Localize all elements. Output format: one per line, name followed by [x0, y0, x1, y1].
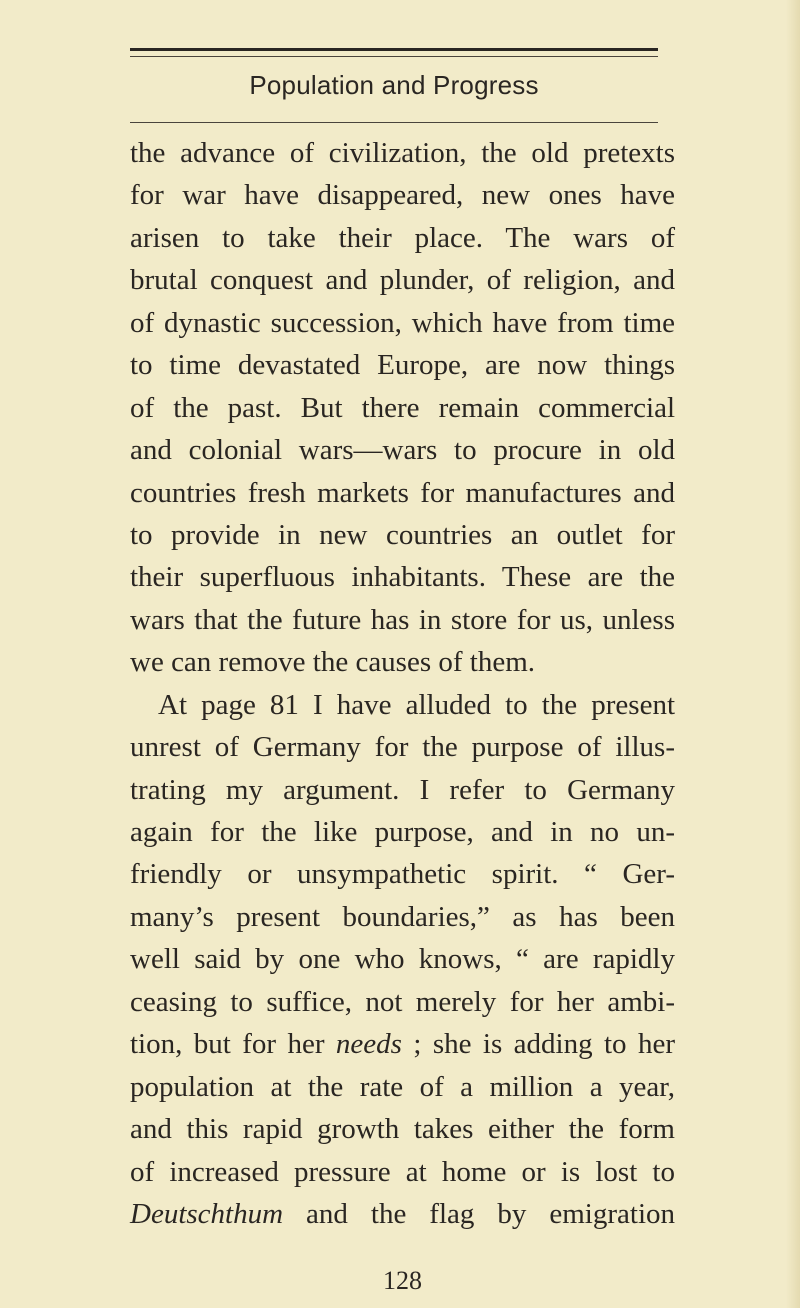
text-line: and this rapid growth takes either the form [130, 1113, 675, 1146]
text-line: we can remove the causes of them. [130, 646, 536, 679]
header-rule-bottom [130, 122, 658, 123]
text-line: again for the like purpose, and in no un- [130, 816, 675, 848]
text-line [130, 1023, 675, 1065]
italic-word: needs [335, 1028, 402, 1061]
text-line: countries fresh markets for manufactures and [130, 476, 675, 509]
text-segment: tion, but for her [130, 1028, 336, 1061]
text-line: brutal conquest and plunder, of religion, and [130, 264, 675, 297]
text-line: to time devastated Europe, are now things [130, 349, 675, 382]
header-rule-thin [130, 56, 658, 57]
page-number: 128 [383, 1266, 422, 1295]
page-edge-shadow [786, 0, 800, 1308]
text-line: and colonial wars—wars to procure in old [130, 434, 675, 467]
italic-word: Deutschthum [130, 1197, 284, 1230]
text-line: to provide in new countries an outlet for [130, 518, 675, 551]
text-line: population at the rate of a million a year, [130, 1070, 675, 1103]
running-title: Population and Progress [249, 70, 539, 100]
text-line [130, 1193, 675, 1235]
text-line: well said by one who knows, “ are rapidly [130, 943, 675, 976]
text-line: At page 81 I have alluded to the present [158, 688, 675, 721]
body-text [130, 132, 675, 1235]
text-line: of the past. But there remain commercial [130, 391, 675, 424]
text-line: unrest of Germany for the purpose of illus- [130, 731, 675, 764]
text-line: friendly or unsympathetic spirit. “ Ger- [130, 858, 675, 891]
header-rule-thick [130, 48, 658, 51]
text-line: for war have disappeared, new ones have [130, 179, 675, 212]
text-line: trating my argument. I refer to Germany [130, 773, 675, 806]
text-line: their superfluous inhabitants. These are the [130, 561, 675, 594]
text-segment: ; she is adding to her [401, 1028, 675, 1061]
text-line: wars that the future has in store for us, unless [130, 603, 675, 636]
text-line: the advance of civilization, the old pretexts [130, 137, 675, 169]
text-line: ceasing to suffice, not merely for her ambi- [130, 985, 675, 1018]
text-line: of dynastic succession, which have from time [130, 306, 675, 339]
text-line: of increased pressure at home or is lost to [130, 1155, 675, 1188]
text-segment: and the flag by emigration [283, 1197, 675, 1230]
text-line: many’s present boundaries,” as has been [130, 900, 675, 933]
text-line: arisen to take their place. The wars of [130, 221, 675, 254]
